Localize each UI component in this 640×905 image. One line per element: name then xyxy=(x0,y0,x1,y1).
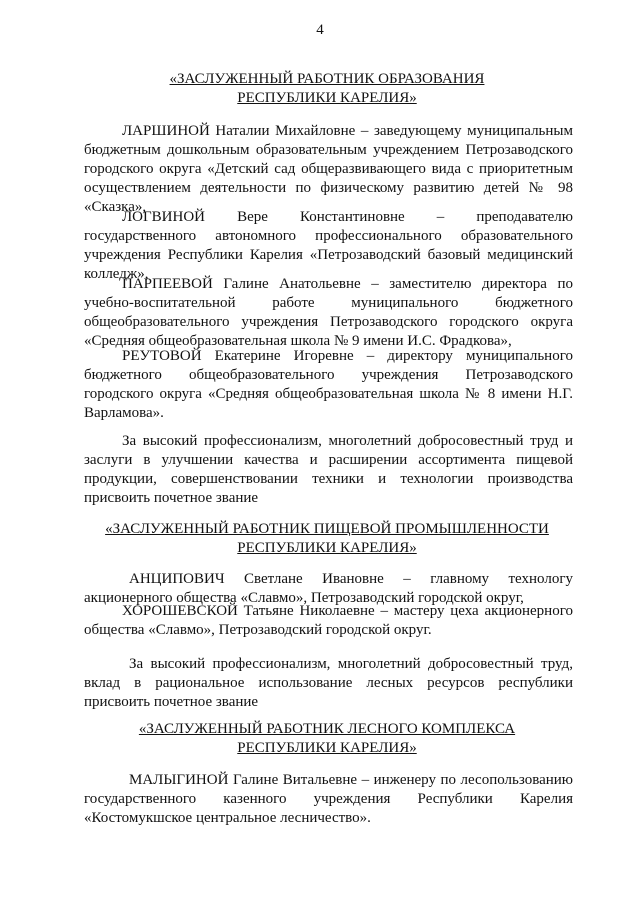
page-number: 4 xyxy=(316,22,324,38)
recipient-larshina: ЛАРШИНОЙ Наталии Михайловне – заведующему муниципальным бюджетным дошкольным образовательным учреждением Петрозаводского городского округа «Детский сад общеразвивающего вида с приоритетным осуществлением деятельности по физическому развитию детей № 98 «Сказка», xyxy=(84,123,573,215)
title-line-1: «ЗАСЛУЖЕННЫЙ РАБОТНИК ОБРАЗОВАНИЯ xyxy=(169,71,485,87)
title-line-2: РЕСПУБЛИКИ КАРЕЛИЯ» xyxy=(237,740,417,756)
title-honored-education-worker xyxy=(0,70,640,108)
recipient-antsipovich: АНЦИПОВИЧ Светлане Ивановне – главному технологу акционерного общества «Славмо», Петрозаводский городской округ, xyxy=(84,571,573,606)
title-honored-food-industry-worker xyxy=(0,520,640,558)
recipient-logvina: ЛОГВИНОЙ Вере Константиновне – преподавателю государственного автономного профессионального образовательного учреждения Республики Карелия «Петрозаводский базовый медицинский колледж», xyxy=(84,209,573,282)
title-line-2: РЕСПУБЛИКИ КАРЕЛИЯ» xyxy=(237,90,417,106)
recipient-reutova: РЕУТОВОЙ Екатерине Игоревне – директору муниципального бюджетного общеобразовательного учреждения Петрозаводского городского округа «Средняя общеобразовательная школа № 8 имени Н.Г. Варламова». xyxy=(84,348,573,421)
preamble-food-industry: За высокий профессионализм, многолетний добросовестный труд и заслуги в улучшении качества и расширении ассортимента пищевой продукции, совершенствовании техники и технологии производства присвоить почетное звание xyxy=(84,433,573,506)
recipient-malygina: МАЛЫГИНОЙ Галине Витальевне – инженеру по лесопользованию государственного казенного учреждения Республики Карелия «Костомукшское центральное лесничество». xyxy=(84,772,573,826)
recipient-khoroshevskaya: ХОРОШЕВСКОЙ Татьяне Николаевне – мастеру цеха акционерного общества «Славмо», Петрозаводский городской округ. xyxy=(84,603,573,638)
title-line-2: РЕСПУБЛИКИ КАРЕЛИЯ» xyxy=(237,540,417,556)
title-line-1: «ЗАСЛУЖЕННЫЙ РАБОТНИК ПИЩЕВОЙ ПРОМЫШЛЕННОСТИ xyxy=(105,521,549,537)
preamble-forestry: За высокий профессионализм, многолетний добросовестный труд, вклад в рациональное использование лесных ресурсов республики присвоить почетное звание xyxy=(84,656,573,710)
title-line-1: «ЗАСЛУЖЕННЫЙ РАБОТНИК ЛЕСНОГО КОМПЛЕКСА xyxy=(138,721,516,737)
recipient-parpeeva: ПАРПЕЕВОЙ Галине Анатольевне – заместителю директора по учебно-воспитательной работе муниципального бюджетного общеобразовательного учреждения Петрозаводского городского округа «Средняя общеобразовательная школа № 9 имени И.С. Фрадкова», xyxy=(84,276,573,349)
title-honored-forestry-worker xyxy=(0,720,640,758)
